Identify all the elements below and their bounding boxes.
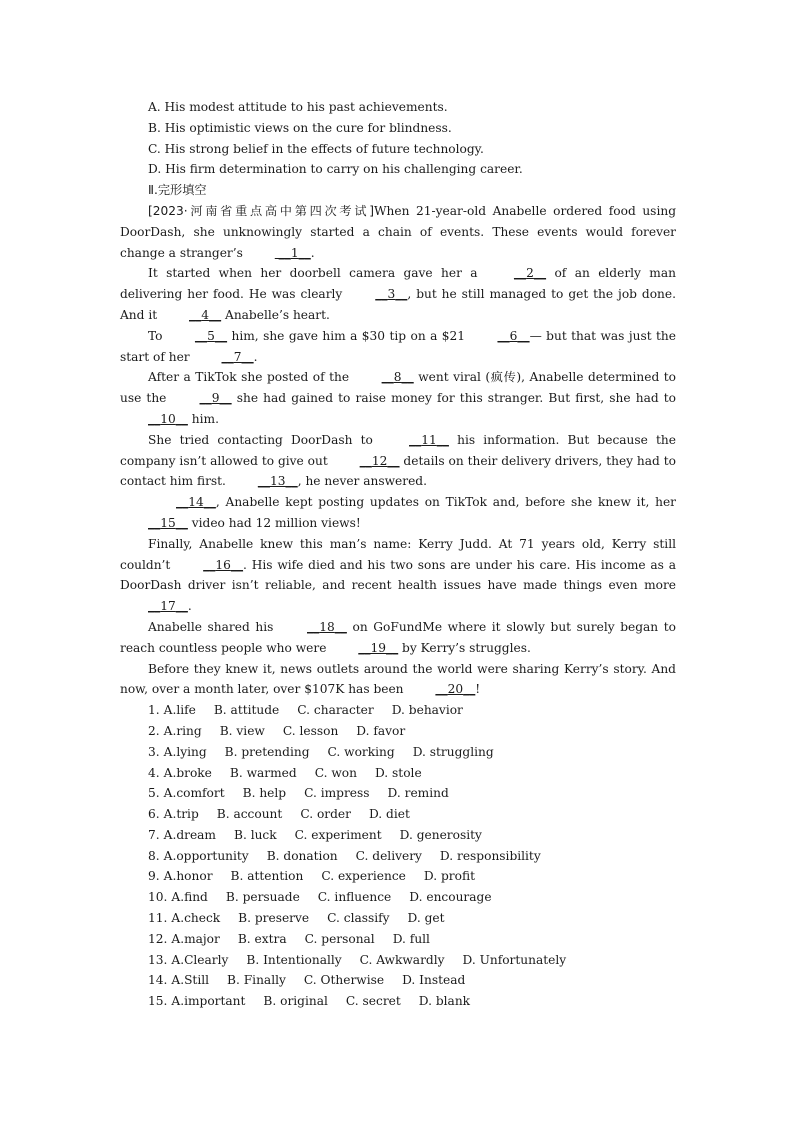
passage-paragraph-9: Before they knew it, news outlets around the world were sharing Kerry’s story. And now, over a month later, over $107K has been __20__! (120, 659, 676, 701)
question-number: 9. (148, 869, 160, 884)
blank-13: __13__ (257, 474, 298, 489)
question-row (120, 742, 676, 763)
question-number: 12. (148, 931, 168, 946)
question-row (120, 929, 676, 950)
answer-option[interactable]: D. get (407, 911, 445, 926)
prev-option-a: A. His modest attitude to his past achievements. (148, 100, 448, 114)
passage-paragraph-2: It started when her doorbell camera gave her a __2__ of an elderly man delivering her food. He was clearly __3__, but he still managed to get the job done. And it __4__ Anabelle’s heart. (120, 263, 676, 325)
answer-option[interactable]: D. behavior (391, 703, 463, 718)
answer-option[interactable]: B. preserve (238, 911, 310, 926)
answer-option[interactable]: D. favor (356, 723, 406, 738)
question-number: 8. (148, 848, 160, 863)
question-row (120, 804, 676, 825)
answer-option[interactable]: A.find (171, 890, 208, 905)
source-label: [2023·河南省重点高中第四次考试] (148, 203, 375, 218)
answer-option[interactable]: D. remind (387, 786, 449, 801)
answer-option[interactable]: A.important (171, 994, 246, 1009)
answer-option[interactable]: C. lesson (282, 723, 339, 738)
prev-option-d: D. His firm determination to carry on his challenging career. (148, 162, 523, 177)
question-row (120, 700, 676, 721)
answer-option[interactable]: B. Finally (227, 973, 286, 988)
answer-option[interactable]: B. original (263, 994, 328, 1009)
prev-option-b: B. His optimistic views on the cure for blindness. (148, 120, 452, 135)
answer-option[interactable]: C. order (300, 807, 351, 822)
passage-paragraph-8: Anabelle shared his __18__ on GoFundMe where it slowly but surely began to reach countless people who were __19__ by Kerry’s struggles. (120, 617, 676, 659)
blank-1: __1__ (274, 245, 311, 260)
answer-option[interactable]: D. generosity (399, 827, 482, 842)
answer-option[interactable]: C. won (314, 765, 357, 780)
question-number: 11. (148, 911, 168, 926)
answer-option[interactable]: D. struggling (412, 744, 494, 759)
passage-paragraph-6: __14__, Anabelle kept posting updates on TikTok and, before she knew it, her __15__ video had 12 million views! (120, 492, 676, 534)
blank-19: __19__ (358, 640, 399, 655)
answer-option[interactable]: A.ring (163, 723, 202, 738)
question-number: 10. (148, 890, 168, 905)
blank-2: __2__ (513, 266, 547, 281)
answer-option[interactable]: D. full (392, 931, 430, 946)
answer-option[interactable]: D. diet (368, 807, 410, 822)
question-number: 6. (148, 807, 160, 822)
blank-9: __9__ (199, 391, 232, 406)
answer-option[interactable]: A.major (171, 931, 220, 946)
answer-option[interactable]: C. experience (321, 869, 406, 884)
blank-5: __5__ (194, 328, 228, 343)
passage-paragraph-5: She tried contacting DoorDash to __11__ his information. But because the company isn’t allowed to give out __12__ details on their delivery drivers, they had to contact him first. __13__, he never answered. (120, 430, 676, 492)
prev-option-c: C. His strong belief in the effects of future technology. (148, 141, 484, 156)
answer-option[interactable]: B. persuade (225, 890, 300, 905)
answer-option[interactable]: A.trip (163, 807, 199, 822)
blank-18: __18__ (307, 619, 347, 634)
answer-option[interactable]: B. attention (230, 869, 304, 884)
question-row (120, 825, 676, 846)
answer-option[interactable]: A.check (171, 911, 221, 926)
question-row (120, 721, 676, 742)
answer-option[interactable]: B. attitude (213, 703, 280, 718)
answer-option[interactable]: C. Awkwardly (359, 952, 445, 967)
question-row (120, 846, 676, 867)
answer-option[interactable]: B. donation (266, 848, 338, 863)
answer-option[interactable]: B. account (216, 807, 283, 822)
question-row (120, 887, 676, 908)
question-row (120, 866, 676, 887)
answer-option[interactable]: D. profit (423, 869, 475, 884)
answer-option[interactable]: C. working (327, 744, 395, 759)
answer-option[interactable]: B. pretending (224, 744, 310, 759)
answer-option[interactable]: A.life (163, 703, 196, 718)
blank-4: __4__ (189, 307, 222, 322)
passage-paragraph-1: [2023·河南省重点高中第四次考试]When 21-year-old Anabelle ordered food using DoorDash, she unknowingly started a chain of events. These events would forever change a stranger’s __1__. (120, 201, 676, 263)
passage-paragraph-4: After a TikTok she posted of the __8__ went viral (疯传), Anabelle determined to use the __9__ she had gained to raise money for this stranger. But first, she had to __10__ him. (120, 367, 676, 429)
answer-option[interactable]: C. delivery (355, 848, 422, 863)
question-number: 13. (148, 952, 168, 967)
blank-20: __20__ (435, 682, 476, 697)
blank-14: __14__ (176, 495, 216, 510)
blank-10: __10__ (148, 411, 188, 426)
blank-8: __8__ (381, 370, 414, 385)
passage-paragraph-3: To __5__ him, she gave him a $30 tip on a $21 __6__— but that was just the start of her __7__. (120, 326, 676, 368)
question-row (120, 763, 676, 784)
answer-option[interactable]: D. responsibility (439, 848, 541, 863)
question-row (120, 991, 676, 1012)
answer-option[interactable]: A.comfort (163, 786, 225, 801)
answer-option[interactable]: D. Unfortunately (462, 952, 567, 967)
answer-option[interactable]: A.Still (171, 973, 210, 988)
question-row (120, 950, 676, 971)
blank-15: __15__ (148, 515, 188, 530)
blank-16: __16__ (203, 557, 244, 572)
question-number: 2. (148, 723, 160, 738)
blank-6: __6__ (497, 328, 530, 343)
answer-option[interactable]: B. extra (237, 931, 287, 946)
answer-option[interactable]: B. Intentionally (246, 952, 342, 967)
answer-option[interactable]: B. warmed (229, 765, 297, 780)
answer-option[interactable]: A.broke (163, 765, 212, 780)
question-number: 5. (148, 786, 160, 801)
section-title: Ⅱ.完形填空 (148, 183, 207, 198)
answer-option[interactable]: C. impress (304, 786, 370, 801)
passage-paragraph-7: Finally, Anabelle knew this man’s name: Kerry Judd. At 71 years old, Kerry still couldn’t __16__. His wife died and his two sons are under his care. His income as a DoorDash driver isn’t reliable, and recent health issues have made things even more __17__. (120, 534, 676, 617)
blank-3: __3__ (375, 287, 408, 302)
blank-7: __7__ (221, 349, 254, 364)
answer-option[interactable]: B. luck (233, 827, 277, 842)
answer-option[interactable]: A.opportunity (163, 848, 249, 863)
question-row (120, 970, 676, 991)
answer-option[interactable]: D. Instead (402, 973, 466, 988)
answer-option[interactable]: C. secret (345, 994, 401, 1009)
question-number: 1. (148, 703, 160, 718)
worksheet-page (120, 97, 676, 1012)
answer-option[interactable]: C. Otherwise (303, 973, 385, 988)
question-number: 3. (148, 744, 160, 759)
answer-option[interactable]: A.Clearly (171, 952, 229, 967)
answer-option[interactable]: C. influence (317, 890, 392, 905)
answer-option[interactable]: C. classify (327, 911, 390, 926)
answer-option[interactable]: A.honor (163, 869, 213, 884)
blank-11: __11__ (409, 432, 449, 447)
answer-option[interactable]: A.lying (163, 744, 207, 759)
blank-12: __12__ (359, 453, 400, 468)
answer-option[interactable]: B. view (219, 723, 265, 738)
answer-option[interactable]: A.dream (163, 827, 216, 842)
answer-option[interactable]: D. encourage (409, 890, 492, 905)
answer-option[interactable]: D. stole (374, 765, 422, 780)
answer-option[interactable]: C. personal (304, 931, 375, 946)
question-list (120, 700, 676, 1012)
question-row (120, 783, 676, 804)
answer-option[interactable]: B. help (242, 786, 287, 801)
answer-option[interactable]: C. character (297, 703, 374, 718)
question-row (120, 908, 676, 929)
answer-option[interactable]: D. blank (418, 994, 471, 1009)
question-number: 15. (148, 994, 168, 1009)
answer-option[interactable]: C. experiment (294, 827, 382, 842)
question-number: 14. (148, 973, 168, 988)
question-number: 7. (148, 827, 160, 842)
question-number: 4. (148, 765, 160, 780)
blank-17: __17__ (148, 599, 188, 614)
